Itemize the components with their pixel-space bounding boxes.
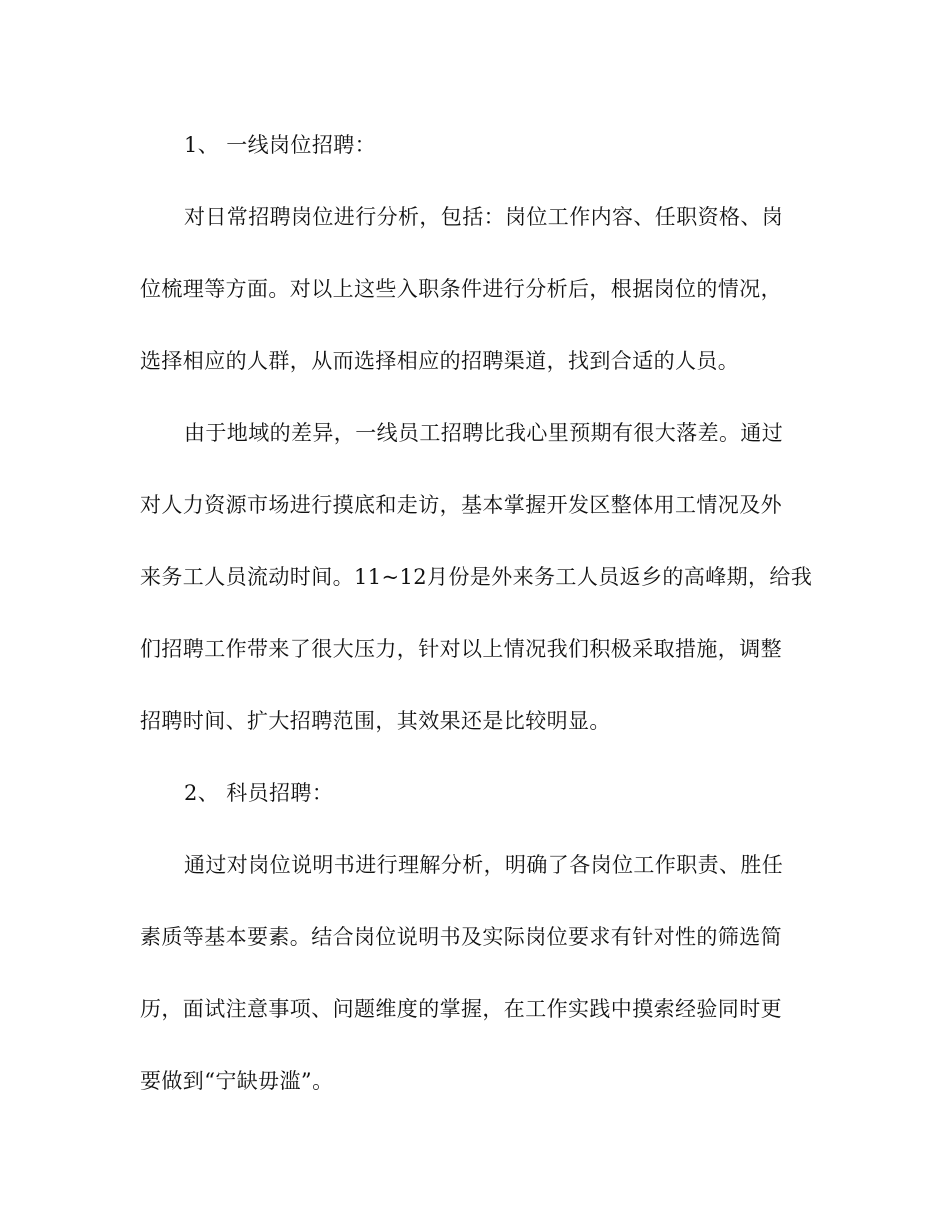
paragraph-line: 素质等基本要素。结合岗位说明书及实际岗位要求有针对性的筛选简 xyxy=(140,925,782,949)
section-heading-frontline-recruitment: 1、 一线岗位招聘： xyxy=(184,133,377,157)
section-heading-staff-recruitment: 2、 科员招聘： xyxy=(184,781,334,805)
paragraph-line: 们招聘工作带来了很大压力，针对以上情况我们积极采取措施，调整 xyxy=(140,637,782,661)
paragraph-line: 位梳理等方面。对以上这些入职条件进行分析后，根据岗位的情况， xyxy=(140,277,782,301)
paragraph-line: 由于地域的差异，一线员工招聘比我心里预期有很大落差。通过 xyxy=(184,421,784,445)
paragraph-line: 招聘时间、扩大招聘范围，其效果还是比较明显。 xyxy=(140,709,611,733)
paragraph-line: 要做到“宁缺毋滥”。 xyxy=(140,1069,334,1093)
paragraph-line: 对日常招聘岗位进行分析，包括：岗位工作内容、任职资格、岗 xyxy=(184,205,784,229)
paragraph-line: 历，面试注意事项、问题维度的掌握，在工作实践中摸索经验同时更 xyxy=(140,997,782,1021)
paragraph-line: 选择相应的人群，从而选择相应的招聘渠道，找到合适的人员。 xyxy=(140,349,740,373)
paragraph-line: 对人力资源市场进行摸底和走访，基本掌握开发区整体用工情况及外 xyxy=(140,493,782,517)
paragraph-line: 来务工人员流动时间。11~12月份是外来务工人员返乡的高峰期，给我 xyxy=(140,565,813,589)
paragraph-line: 通过对岗位说明书进行理解分析，明确了各岗位工作职责、胜任 xyxy=(184,853,784,877)
